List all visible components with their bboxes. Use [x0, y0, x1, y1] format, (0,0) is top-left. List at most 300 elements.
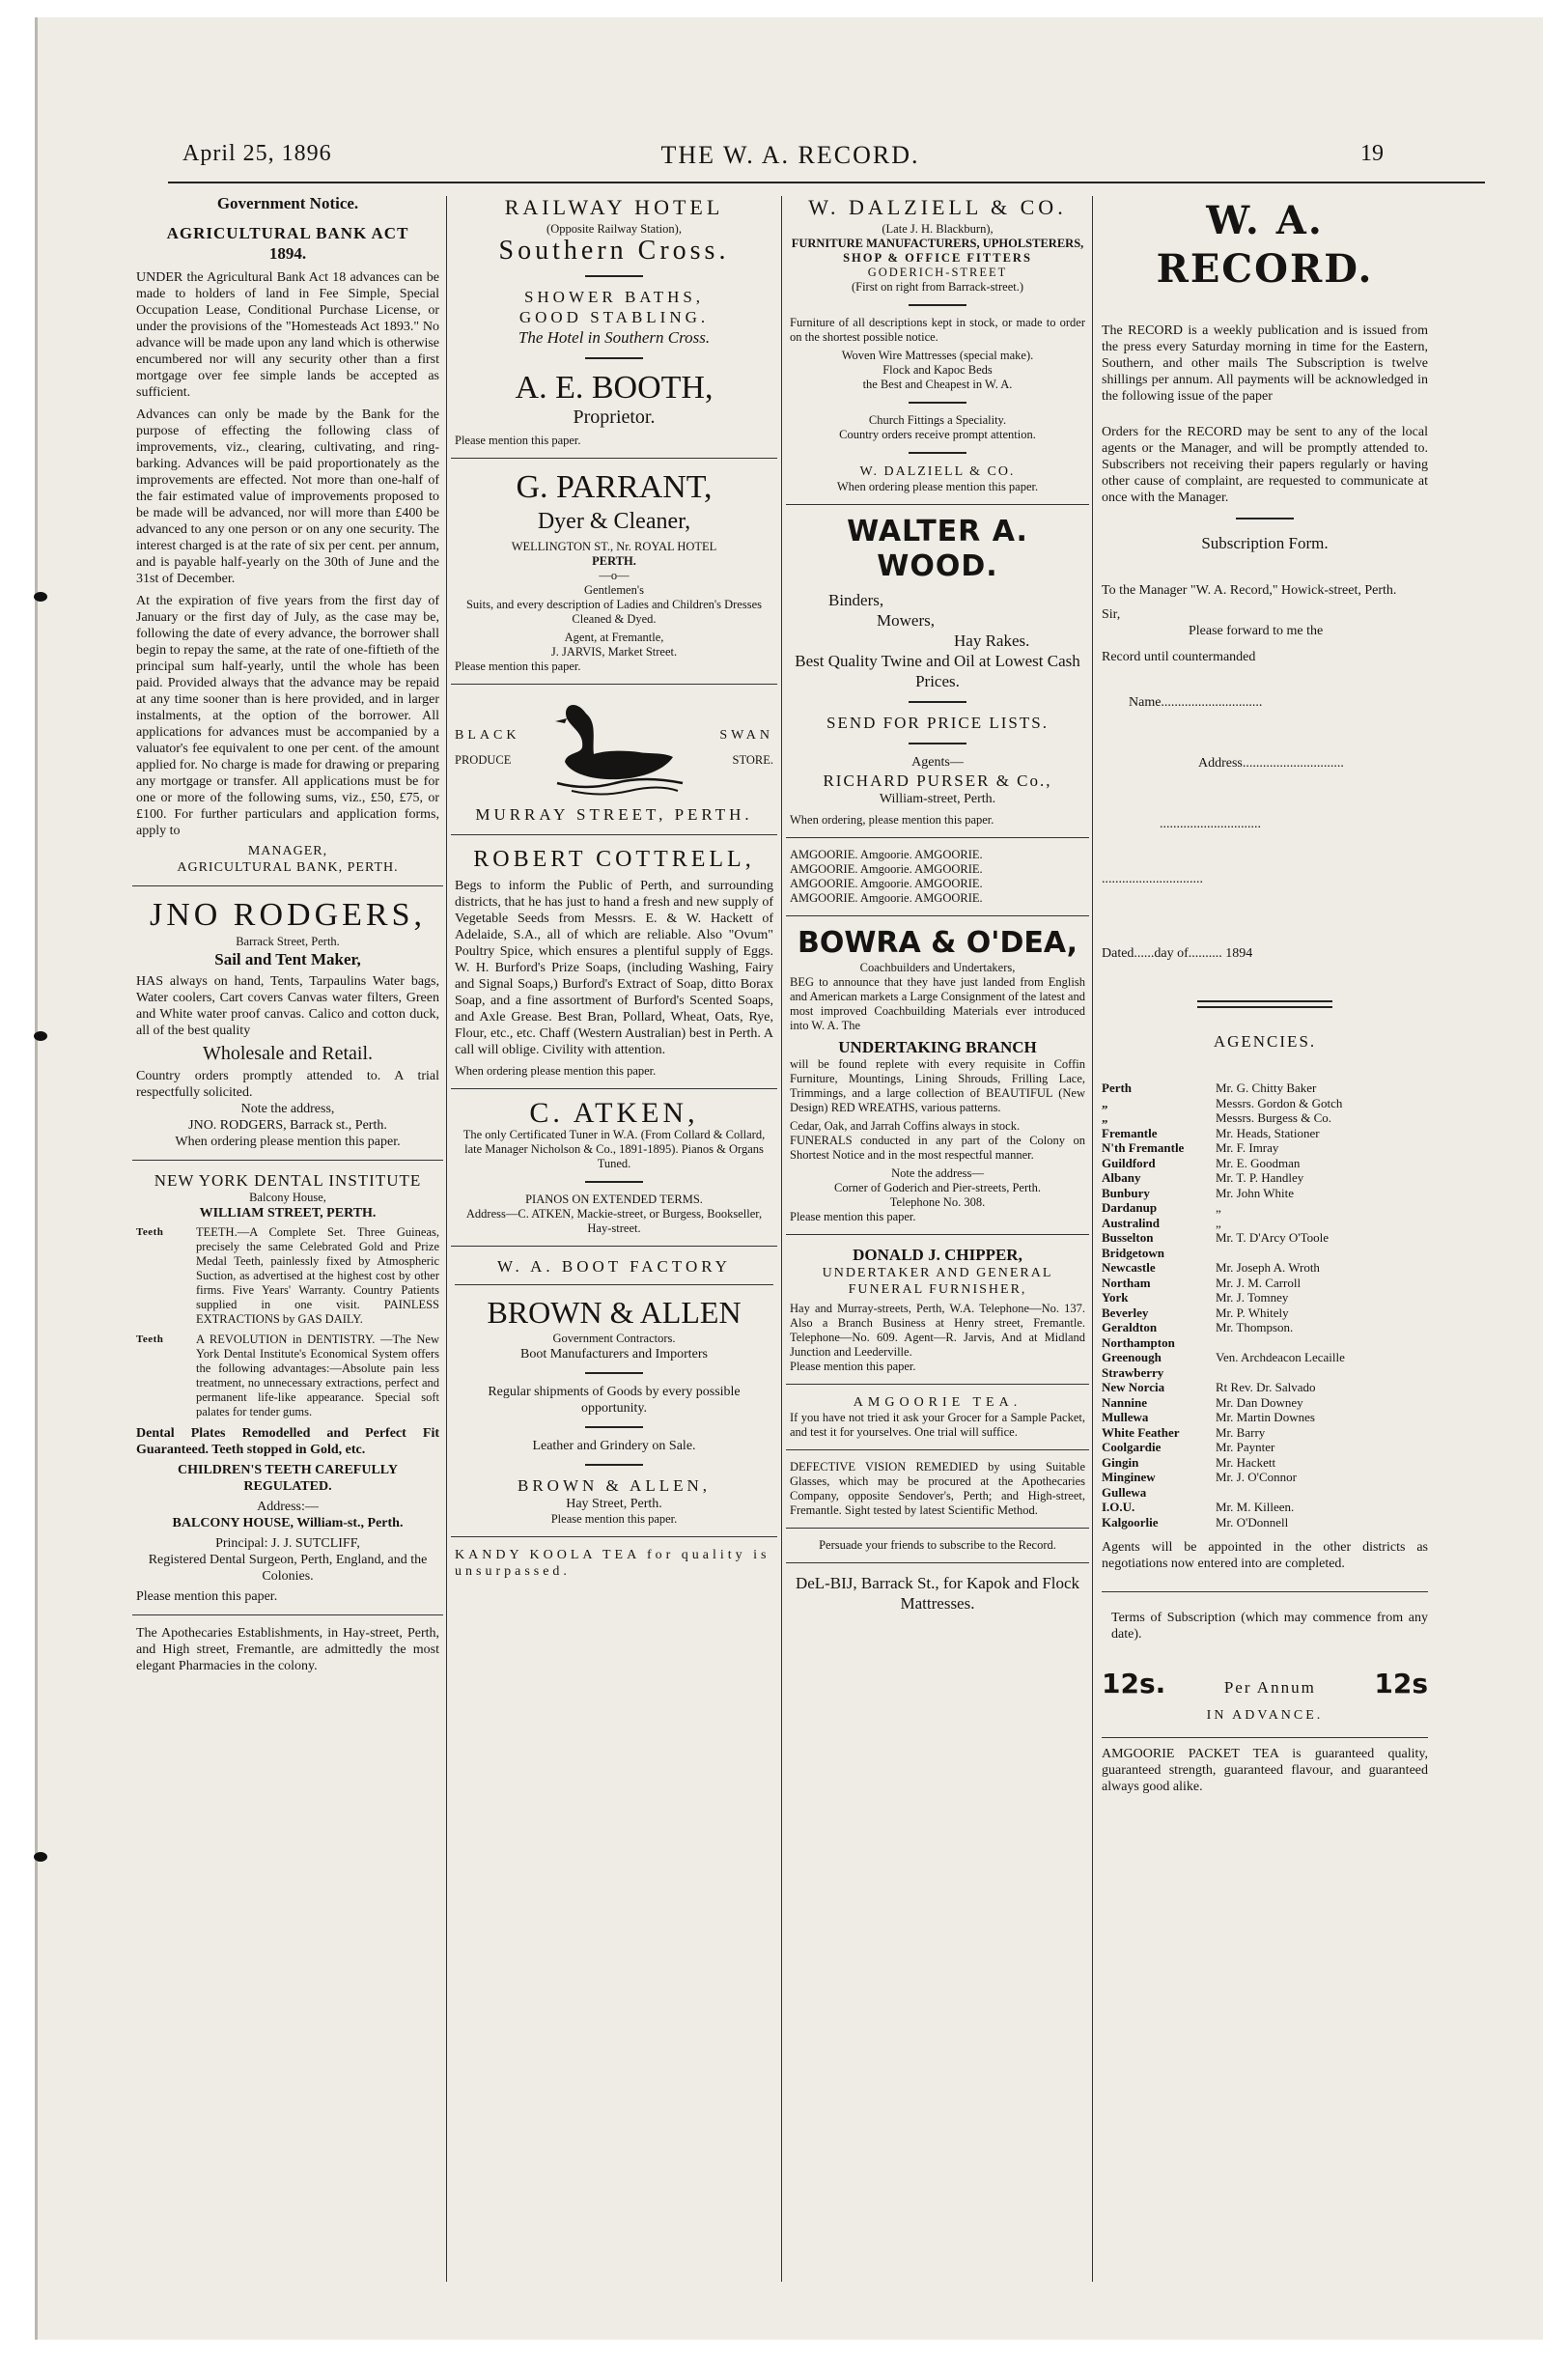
wood-advert: [786, 513, 1089, 829]
header-rule: [168, 182, 1485, 183]
advertiser-trade: SHOP & OFFICE FITTERS: [843, 251, 1032, 265]
agency-town: „: [1102, 1110, 1108, 1125]
notice-signoff: MANAGER,: [247, 844, 328, 858]
dalziell-advert: [786, 191, 1089, 496]
swan-word: STORE.: [732, 753, 773, 767]
kandy-koola-advert: KANDY KOOLA TEA for quality is unsurpassed.: [455, 1548, 770, 1579]
ad-separator: [451, 1246, 777, 1247]
ad-separator: [451, 1088, 777, 1089]
mention-line: When ordering please mention this paper.: [455, 1064, 657, 1078]
agency-agent: Mr. J. O'Connor: [1216, 1470, 1297, 1484]
agency-row: [1102, 1380, 1428, 1395]
agency-town: Fremantle: [1102, 1125, 1158, 1140]
agency-agent: Mr. P. Whitely: [1216, 1305, 1289, 1320]
ink-blot: [34, 592, 47, 602]
ad-separator: [786, 1528, 1089, 1529]
agency-town: Kalgoorlie: [1102, 1514, 1159, 1530]
advertiser-subtitle: Government Contractors.: [552, 1332, 676, 1345]
short-rule: [585, 275, 643, 277]
agency-agent: Mr. J. Tomney: [1216, 1290, 1289, 1305]
advertiser-name: C. ATKEN,: [529, 1097, 699, 1129]
parrant-advert: [451, 466, 777, 676]
form-salutation: Sir,: [1102, 607, 1121, 622]
form-address-line[interactable]: ..............................: [1102, 872, 1203, 886]
ad-separator: [1102, 1591, 1428, 1592]
ink-blot: [34, 1852, 47, 1862]
mention-line: Please mention this paper.: [790, 1210, 916, 1223]
ad-separator: [786, 504, 1089, 505]
separator-mark: —o—: [599, 569, 630, 582]
agency-agent: [1216, 1335, 1428, 1351]
advertiser-address: WELLINGTON ST., Nr. ROYAL HOTEL: [511, 540, 717, 553]
advertiser-address: MURRAY STREET, PERTH.: [475, 805, 753, 824]
advert-note: Note the address,: [240, 1102, 335, 1116]
rodgers-advert: [132, 894, 443, 1152]
atken-advert: [451, 1097, 777, 1238]
advertiser-name: BOWRA & O'DEA,: [797, 926, 1078, 960]
advert-line: Country orders receive prompt attention.: [839, 428, 1036, 441]
advert-body: HAS always on hand, Tents, Tarpaulins Water bags, Water coolers, Cart covers Canvas water filters, Green and White water proof canvas. Calico and cotton duck, all of the best quality: [136, 974, 439, 1038]
advert-body: will be found replete with every requisite in Coffin Furniture, Mountings, Lining Shrouds, Frilling Lace, Trimmings, and a large collection of BEAUTIFUL (New Design) RED WREATHS, various patterns.: [790, 1057, 1085, 1114]
publication-title: W. A. RECORD.: [1156, 198, 1374, 292]
agency-town: I.O.U.: [1102, 1500, 1135, 1514]
agency-row: [1102, 1230, 1428, 1246]
short-rule: [909, 701, 966, 703]
column-divider: [1092, 196, 1093, 2282]
product-line: Hay Rakes.: [954, 632, 1030, 650]
column-2: [451, 191, 777, 2282]
agency-agent: Mr. John White: [1216, 1185, 1295, 1200]
advertiser-trade: Coachbuilders and Undertakers,: [859, 961, 1016, 974]
teeth-margin-label: Teeth: [136, 1333, 164, 1345]
advert-body: FUNERALS conducted in any part of the Colony on Shortest Notice and in the most respectful manner.: [790, 1134, 1085, 1162]
record-info: [1098, 191, 1432, 1797]
agency-town: Australind: [1102, 1215, 1160, 1230]
swan-word: BLACK: [455, 728, 520, 743]
agency-town: Gingin: [1102, 1454, 1139, 1470]
agency-row: [1102, 1455, 1428, 1471]
advertiser-address: Corner of Goderich and Pier-streets, Perth.: [834, 1181, 1041, 1194]
advertiser-name: BROWN & ALLEN,: [517, 1476, 712, 1495]
notice-paragraph: UNDER the Agricultural Bank Act 18 advances can be made to holders of land in Fee Simple, Special Occupation Lease, Conditional Purchase License, or under the provisions of the "Homesteads Act 1893." No advance will be made upon any land which is otherwise encumbered nor will any security other than a first mortgage over fee simple lands be accepted as sufficient.: [136, 270, 439, 400]
agency-agent: Mr. T. P. Handley: [1216, 1170, 1304, 1185]
mention-line: Please mention this paper.: [550, 1512, 678, 1526]
bowra-advert: [786, 924, 1089, 1226]
advertiser-building: Balcony House,: [249, 1191, 326, 1204]
agents-note: Agents will be appointed in the other districts as negotiations now entered into are completed.: [1102, 1540, 1428, 1571]
agency-town: Perth: [1102, 1081, 1133, 1095]
agencies-list: [1102, 1081, 1428, 1530]
advertiser-address: WILLIAM STREET, PERTH.: [199, 1206, 377, 1221]
product-line: Binders,: [828, 591, 884, 609]
act-title: AGRICULTURAL BANK ACT: [166, 224, 409, 242]
price-line: [1102, 1668, 1428, 1699]
advertiser-address: Hay Street, Perth.: [566, 1497, 662, 1511]
agency-town: Bridgetown: [1102, 1245, 1164, 1260]
amgoorie-line: AMGOORIE. Amgoorie. AMGOORIE.: [790, 877, 983, 890]
newspaper-page: [35, 17, 1543, 2340]
advert-highlight: CHILDREN'S TEETH CAREFULLY REGULATED.: [178, 1463, 398, 1494]
advert-body: If you have not tried it ask your Grocer for a Sample Packet, and test it for yourselves. One trial will suffice.: [790, 1411, 1085, 1439]
short-rule: [585, 1372, 643, 1374]
agency-row: [1102, 1485, 1428, 1501]
advert-note: Address:—: [257, 1500, 319, 1514]
double-rule: [1197, 1006, 1332, 1008]
advert-body: A REVOLUTION in DENTISTRY. —The New York Dental Institute's Economical System offers the following advantages:—Absolute pain less treatment, no unnecessary extractions, perfect and permanent life-like appearance. Special soft palates for tender gums.: [196, 1333, 439, 1418]
masthead-title: THE W. A. RECORD.: [660, 141, 920, 169]
agency-row: [1102, 1126, 1428, 1141]
agency-agent: „: [1216, 1215, 1221, 1230]
agency-town: New Norcia: [1102, 1380, 1165, 1394]
advert-highlight: UNDERTAKING BRANCH: [838, 1038, 1037, 1056]
agency-row: [1102, 1470, 1428, 1485]
advertiser-address: William-street, Perth.: [879, 792, 996, 806]
page-number: 19: [1360, 141, 1384, 166]
ad-separator: [451, 458, 777, 459]
form-address-line[interactable]: ..............................: [1160, 817, 1261, 831]
advert-heading: W. A. BOOT FACTORY: [497, 1257, 731, 1276]
advert-body: TEETH.—A Complete Set. Three Guineas, precisely the same Celebrated Gold and Prize Medal Teeth, painlessly fixed by Atmospheric Suction, as advertised at the highest cost by other firms. Five Years' Warranty. Country Patients supplied in one visit. PAINLESS EXTRACTIONS by GAS DAILY.: [196, 1225, 439, 1326]
ad-separator: [786, 1449, 1089, 1450]
agency-agent: Mr. Paynter: [1216, 1440, 1275, 1454]
advert-body: Registered Dental Surgeon, Perth, England, and the Colonies.: [148, 1553, 428, 1584]
notice-heading: Government Notice.: [216, 194, 359, 212]
advertiser-name: JNO RODGERS,: [149, 897, 427, 933]
apothecaries-notice: The Apothecaries Establishments, in Hay-street, Perth, and High street, Fremantle, are admittedly the most elegant Pharmacies in the colony.: [136, 1626, 439, 1673]
packet-tea-advert: AMGOORIE PACKET TEA is guaranteed quality, guaranteed strength, guaranteed flavour, and guaranteed always good alike.: [1102, 1747, 1428, 1794]
advert-body: Begs to inform the Public of Perth, and surrounding districts, that he has just to hand a fresh and new supply of Vegetable Seeds from Messrs. E. & W. Hackett of Adelaide, S.A., all of which are reliable. Also "Ovum" Poultry Spice, which ensures a plentiful supply of Eggs. W. H. Burford's Prize Soaps, (including Washing, Fairy and Signal Soaps,) Burford's Extract of Soap, ditto Borax Soap, and a fine assortment of Burford's Scented Soaps, and Axle Grease. Best Bran, Pollard, Wheat, Oats, Rye, Flour, etc., etc. Chaff (Western Australian) best in Perth. A call will oblige. Civility with attention.: [455, 879, 773, 1057]
mention-line: Please mention this paper.: [790, 1360, 916, 1373]
agency-agent: Mr. Martin Downes: [1216, 1410, 1315, 1424]
double-rule: [1197, 1000, 1332, 1002]
advert-highlight: SEND FOR PRICE LISTS.: [826, 714, 1049, 732]
advertiser-street: GODERICH-STREET: [867, 266, 1008, 279]
publication-paragraph: Orders for the RECORD may be sent to any of the local agents or the Manager, and will be promptly attended to. Subscribers not receiving their papers regularly or having other cause of complaint, are requested to communicate at once with the Manager.: [1102, 425, 1428, 505]
amgoorie-line: AMGOORIE. Amgoorie. AMGOORIE.: [790, 891, 983, 905]
agency-town: Northampton: [1102, 1334, 1175, 1350]
short-rule: [585, 357, 643, 359]
agency-row: [1102, 1186, 1428, 1201]
agency-agent: Mr. M. Killeen.: [1216, 1500, 1295, 1514]
advert-address: BALCONY HOUSE, William-st., Perth.: [172, 1516, 404, 1530]
agency-row: [1102, 1365, 1428, 1381]
column-3: [786, 191, 1089, 2282]
advertiser-name: RAILWAY HOTEL: [504, 195, 724, 219]
notice-paragraph: Advances can only be made by the Bank for the purpose of effecting the following class of improvements, viz., clearing, cultivating, and ring-barking. Advances will be paid proportionately as the improvements are effected. Not more than one-half of the fair estimated value of improvements proposed to be made will be advanced, nor will more than £400 be advanced to any one person or on any one security. The interest charged is at the rate of six per cent. per annum, and is payable half-yearly on the 30th of June and the 31st of December.: [136, 407, 439, 586]
advert-body: Country orders promptly attended to. A trial respectfully solicited.: [136, 1069, 439, 1100]
swan-label-left: [455, 727, 519, 768]
ad-separator: [1102, 1737, 1428, 1738]
advert-body: Furniture of all descriptions kept in stock, or made to order on the shortest possible notice.: [790, 316, 1085, 344]
agency-agent: Mr. O'Donnell: [1216, 1514, 1289, 1530]
advertiser-name: ROBERT COTTRELL,: [473, 847, 755, 872]
advertiser-telephone: Telephone No. 308.: [889, 1195, 986, 1209]
advertiser-location: (Opposite Railway Station),: [546, 222, 682, 236]
black-swan-advert: [451, 692, 777, 827]
ink-blot: [34, 1031, 47, 1041]
advert-agent-name: J. JARVIS, Market Street.: [550, 645, 678, 659]
per-annum-label: Per Annum: [1223, 1678, 1316, 1697]
advertiser-town: Southern Cross.: [498, 236, 730, 266]
persuade-notice: Persuade your friends to subscribe to the Record.: [819, 1538, 1056, 1552]
delbij-advert: DeL-BIJ, Barrack St., for Kapok and Flock Mattresses.: [795, 1574, 1080, 1613]
agency-town: N'th Fremantle: [1102, 1140, 1185, 1155]
teeth-margin-label: Teeth: [136, 1226, 164, 1238]
advertiser-location: (First on right from Barrack-street.): [851, 280, 1024, 294]
advert-line: the Best and Cheapest in W. A.: [862, 378, 1013, 391]
cottrell-advert: [451, 843, 777, 1081]
product-line: Mowers,: [877, 611, 935, 630]
agency-agent: Mr. Dan Downey: [1216, 1394, 1303, 1410]
ad-separator: [786, 1562, 1089, 1563]
advertiser-name: BROWN & ALLEN: [487, 1295, 742, 1330]
advert-address: Address—C. ATKEN, Mackie-street, or Burgess, Bookseller, Hay-street.: [465, 1207, 763, 1235]
advertiser-signature: W. DALZIELL & CO.: [859, 464, 1016, 479]
agency-agent: Rt Rev. Dr. Salvado: [1216, 1380, 1316, 1394]
agencies-title: AGENCIES.: [1213, 1032, 1317, 1051]
advertiser-trade: Boot Manufacturers and Importers: [520, 1347, 708, 1361]
short-rule: [585, 1426, 643, 1428]
agency-town: White Feather: [1102, 1424, 1180, 1440]
advertiser-name: WALTER A. WOOD.: [847, 515, 1028, 583]
short-rule: [585, 1464, 643, 1466]
advert-highlight: PIANOS ON EXTENDED TERMS.: [525, 1193, 703, 1206]
advertiser-address: Barrack Street, Perth.: [236, 935, 340, 948]
proprietor-name: A. E. BOOTH,: [515, 370, 714, 406]
agency-agent: Mr. F. Imray: [1216, 1140, 1279, 1155]
agency-row: [1102, 1410, 1428, 1425]
column-4: [1098, 191, 1432, 2282]
advert-body: Gentlemen's: [584, 583, 644, 597]
publication-paragraph: The RECORD is a weekly publication and is issued from the press every Saturday morning in time for the Eastern, Southern, and other mails The Subscription is twelve shillings per annum. All payments will be acknowledged in the following issue of the paper: [1102, 323, 1428, 404]
dental-advert: [132, 1168, 443, 1607]
agency-town: Bunbury: [1102, 1185, 1150, 1200]
price-left: 12s.: [1102, 1668, 1166, 1699]
agency-agent: [1216, 1365, 1428, 1381]
page-header: [38, 141, 1543, 180]
ad-separator: [132, 1614, 443, 1615]
advert-body: Best Quality Twine and Oil at Lowest Cash Prices.: [795, 652, 1080, 690]
advert-heading: AMGOORIE TEA.: [853, 1395, 1022, 1410]
mention-line: Please mention this paper.: [455, 660, 581, 673]
agency-town: Newcastle: [1102, 1260, 1156, 1275]
advertiser-trade: FURNITURE MANUFACTURERS, UPHOLSTERERS,: [791, 237, 1084, 250]
agency-agent: Mr. Hackett: [1216, 1454, 1276, 1470]
advertiser-name: W. DALZIELL & CO.: [808, 195, 1067, 219]
agency-agent: [1216, 1485, 1428, 1501]
agency-row: [1102, 1515, 1428, 1530]
agency-row: [1102, 1140, 1428, 1156]
ad-separator: [132, 885, 443, 886]
advertiser-trade: UNDERTAKER AND GENERAL: [822, 1266, 1053, 1280]
agency-town: York: [1102, 1290, 1129, 1305]
agency-row: [1102, 1200, 1428, 1216]
agency-row: [1102, 1170, 1428, 1186]
agency-town: „: [1102, 1095, 1108, 1110]
advert-body: Leather and Grindery on Sale.: [532, 1439, 696, 1453]
agency-town: Geraldton: [1102, 1320, 1158, 1334]
teeth-block: [136, 1333, 439, 1419]
agency-row: [1102, 1425, 1428, 1441]
form-title: Subscription Form.: [1201, 534, 1329, 552]
advert-note: Note the address—: [891, 1166, 984, 1180]
amgoorie-tea-advert: [786, 1392, 1089, 1442]
agency-agent: Mr. E. Goodman: [1216, 1155, 1301, 1170]
swan-label-right: [719, 727, 773, 768]
chipper-advert: [786, 1243, 1089, 1376]
agency-town: Guildford: [1102, 1155, 1156, 1170]
agency-agent: Mr. Heads, Stationer: [1216, 1125, 1320, 1140]
agency-row: [1102, 1216, 1428, 1231]
ad-separator: [451, 684, 777, 685]
form-request: Please forward to me the: [1189, 624, 1324, 638]
agency-agent: Messrs. Gordon & Gotch: [1216, 1095, 1343, 1110]
agency-agent: Mr. G. Chitty Baker: [1216, 1081, 1317, 1095]
advertiser-name: DONALD J. CHIPPER,: [853, 1246, 1022, 1264]
agency-town: Mullewa: [1102, 1410, 1149, 1424]
agency-row: [1102, 1096, 1428, 1111]
swan-word: PRODUCE: [455, 753, 512, 767]
amgoorie-line: AMGOORIE. Amgoorie. AMGOORIE.: [790, 848, 983, 861]
agency-town: Northam: [1102, 1275, 1151, 1290]
form-date-field[interactable]: Dated......day of.......... 1894: [1102, 946, 1253, 961]
mention-line: Please mention this paper.: [455, 434, 581, 447]
advertiser-trade: Sail and Tent Maker,: [214, 950, 361, 968]
agency-row: [1102, 1290, 1428, 1305]
agency-row: [1102, 1305, 1428, 1321]
agency-row: [1102, 1320, 1428, 1335]
price-right: 12s: [1374, 1668, 1428, 1699]
mention-line: When ordering please mention this paper.: [836, 480, 1039, 493]
advert-line: Flock and Kapoc Beds: [882, 363, 993, 377]
short-rule: [585, 1181, 643, 1183]
act-year: 1894.: [268, 244, 307, 263]
agency-town: Minginew: [1102, 1470, 1156, 1484]
agency-agent: Mr. J. M. Carroll: [1216, 1275, 1302, 1290]
form-name-field[interactable]: Name..............................: [1129, 695, 1263, 710]
agency-town: Dardanup: [1102, 1200, 1158, 1215]
agency-agent: Mr. Thompson.: [1216, 1320, 1294, 1334]
agency-agent: Mr. Barry: [1216, 1424, 1266, 1440]
advertiser-previous: (Late J. H. Blackburn),: [882, 222, 994, 236]
advert-body: The only Certificated Tuner in W.A. (From Collard & Collard, late Manager Nicholson & Co., 1891-1895). Pianos & Organs Tuned.: [462, 1128, 766, 1170]
advert-feature: GOOD STABLING.: [518, 308, 710, 326]
advertiser-trade: Dyer & Cleaner,: [537, 509, 691, 534]
notice-paragraph: At the expiration of five years from the first day of January or the first day of July, as the case may be, following the date of every advance, the borrower shall begin to repay the same, at the rate of one-fiftieth of the principal sum half-yearly, until the whole has been paid. Provided always that the advance may be repaid at any time sooner than is here provided, and in larger instalments, at the option of the borrower. All applications for advances must be accompanied by a valuator's fee equivalent to one per cent. of the amount applied for. No charge is made for drawing or preparing any mortgage or transfer. All applications must be for one or more of the following sums, viz., £50, £75, or £100. For further particulars and application forms, apply to: [136, 594, 439, 838]
advert-principal: Principal: J. J. SUTCLIFF,: [215, 1536, 360, 1551]
agency-row: [1102, 1156, 1428, 1171]
boot-factory-advert: [451, 1254, 777, 1529]
advertiser-name: G. PARRANT,: [516, 469, 713, 505]
advert-highlight: Wholesale and Retail.: [202, 1043, 374, 1064]
advert-feature: SHOWER BATHS,: [523, 288, 705, 306]
advert-body: BEG to announce that they have just landed from English and American markets a Large Consignment of the latest and most improved Coachbuilding Materials ever introduced into W. A. The: [790, 975, 1085, 1032]
agency-agent: [1216, 1246, 1428, 1261]
advertiser-town: PERTH.: [592, 554, 636, 568]
advert-body: Regular shipments of Goods by every possible opportunity.: [488, 1385, 741, 1416]
agency-row: [1102, 1395, 1428, 1411]
ad-separator: [786, 915, 1089, 916]
form-recipient: To the Manager "W. A. Record," Howick-street, Perth.: [1102, 583, 1397, 598]
vision-advert: DEFECTIVE VISION REMEDIED by using Suitable Glasses, which may be procured at the Apothecaries Company, opposite Sendover's, Perth; and High-street, Fremantle. Sight tested by latest Scientific Method.: [790, 1460, 1085, 1517]
ad-separator: [132, 1160, 443, 1161]
agency-agent: Mr. T. D'Arcy O'Toole: [1216, 1230, 1330, 1245]
advert-agent: Agents—: [911, 755, 964, 770]
advert-body: Dental Plates Remodelled and Perfect Fit Guaranteed. Teeth stopped in Gold, etc.: [136, 1426, 439, 1457]
advert-agent: Agent, at Fremantle,: [564, 631, 664, 644]
issue-date: April 25, 1896: [182, 141, 332, 166]
short-rule: [909, 304, 966, 306]
amgoorie-line: AMGOORIE. Amgoorie. AMGOORIE.: [790, 862, 983, 876]
government-notice: [132, 191, 443, 878]
form-address-field[interactable]: Address..............................: [1198, 756, 1344, 771]
agency-row: [1102, 1246, 1428, 1261]
agency-town: Coolgardie: [1102, 1440, 1162, 1454]
agency-town: Strawberry: [1102, 1364, 1164, 1380]
short-rule: [909, 402, 966, 404]
agency-agent: Mr. Joseph A. Wroth: [1216, 1260, 1320, 1275]
ad-separator: [451, 834, 777, 835]
agency-row: [1102, 1276, 1428, 1291]
agency-town: Albany: [1102, 1170, 1141, 1185]
agency-town: Gullewa: [1102, 1484, 1147, 1500]
advert-line: Woven Wire Mattresses (special make).: [841, 349, 1034, 362]
black-swan-icon: [547, 694, 692, 800]
agency-row: [1102, 1081, 1428, 1096]
mention-line: When ordering, please mention this paper.: [790, 813, 994, 827]
ad-separator: [455, 1284, 773, 1285]
agency-town: Beverley: [1102, 1305, 1149, 1320]
form-request: Record until countermanded: [1102, 650, 1256, 664]
agency-row: [1102, 1500, 1428, 1515]
agency-agent: „: [1216, 1200, 1221, 1215]
ad-separator: [786, 837, 1089, 838]
agency-row: [1102, 1440, 1428, 1455]
proprietor-title: Proprietor.: [573, 407, 656, 428]
agency-town: Nannine: [1102, 1394, 1147, 1410]
column-divider: [446, 196, 447, 2282]
advert-address: JNO. RODGERS, Barrack st., Perth.: [188, 1118, 387, 1133]
ad-separator: [786, 1384, 1089, 1385]
advert-body: Cedar, Oak, and Jarrah Coffins always in stock.: [790, 1119, 1021, 1133]
advertiser-trade: FUNERAL FURNISHER,: [848, 1282, 1027, 1297]
swan-word: SWAN: [719, 728, 773, 743]
agency-row: [1102, 1335, 1428, 1351]
agency-agent: Messrs. Burgess & Co.: [1216, 1110, 1332, 1125]
ad-separator: [786, 1234, 1089, 1235]
subscription-terms: Terms of Subscription (which may commence from any date).: [1111, 1611, 1428, 1642]
advertiser-name: NEW YORK DENTAL INSTITUTE: [154, 1171, 422, 1190]
column-1: [132, 191, 443, 2282]
in-advance-label: IN ADVANCE.: [1206, 1708, 1324, 1723]
short-rule: [1236, 518, 1294, 519]
agency-row: [1102, 1110, 1428, 1126]
advert-agent-name: RICHARD PURSER & Co.,: [823, 772, 1052, 790]
teeth-block: [136, 1225, 439, 1327]
agency-agent: Ven. Archdeacon Lecaille: [1216, 1350, 1345, 1364]
railway-hotel-advert: [451, 191, 777, 450]
ad-separator: [451, 1536, 777, 1537]
advert-body: Suits, and every description of Ladies and Children's Dresses Cleaned & Dyed.: [465, 598, 762, 626]
agency-row: [1102, 1350, 1428, 1365]
advert-line: Church Fittings a Speciality.: [868, 413, 1007, 427]
column-divider: [781, 196, 782, 2282]
mention-line: Please mention this paper.: [136, 1589, 278, 1604]
notice-bank: AGRICULTURAL BANK, PERTH.: [177, 860, 399, 875]
short-rule: [909, 743, 966, 744]
advert-body: Hay and Murray-streets, Perth, W.A. Telephone—No. 137. Also a Branch Business at Henry street, Fremantle. Telephone—No. 609. Agent—R. Jarvis, And at Midland Junction and Leederville.: [790, 1302, 1085, 1359]
advert-slogan: The Hotel in Southern Cross.: [518, 328, 711, 347]
